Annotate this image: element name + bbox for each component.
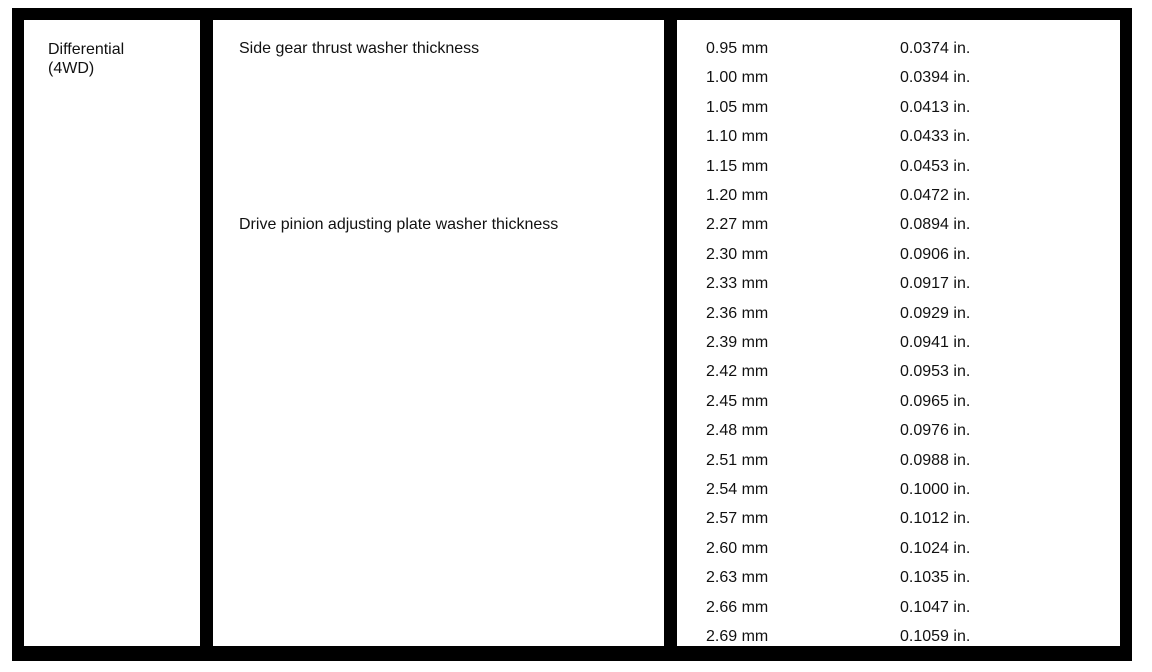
value-row xyxy=(677,504,1120,533)
item-label: Drive pinion adjusting plate washer thickness xyxy=(239,216,559,234)
value-inch: 0.0453 in. xyxy=(900,157,971,175)
value-mm: 2.45 mm xyxy=(706,392,769,410)
value-mm: 1.00 mm xyxy=(706,69,769,87)
value-inch: 0.1024 in. xyxy=(900,539,971,557)
value-inch: 0.0941 in. xyxy=(900,334,971,351)
value-inch: 0.0894 in. xyxy=(900,216,971,234)
value-mm: 0.95 mm xyxy=(706,40,769,57)
component-variant: (4WD) xyxy=(48,60,95,77)
value-inch: 0.1047 in. xyxy=(900,598,971,616)
value-row xyxy=(677,299,1120,328)
component-column xyxy=(24,20,200,646)
value-inch: 0.1059 in. xyxy=(900,628,971,645)
item-column xyxy=(213,20,664,646)
value-mm: 1.05 mm xyxy=(706,98,769,116)
value-row xyxy=(677,269,1120,298)
value-row xyxy=(677,534,1120,563)
value-inch: 0.0472 in. xyxy=(900,187,971,204)
value-row xyxy=(677,357,1120,386)
value-mm: 2.60 mm xyxy=(706,539,769,557)
value-inch: 0.0965 in. xyxy=(900,392,971,410)
value-inch: 0.0374 in. xyxy=(900,40,971,57)
value-row xyxy=(677,622,1120,651)
value-inch: 0.1000 in. xyxy=(900,481,971,498)
component-label xyxy=(48,40,124,78)
value-mm: 2.30 mm xyxy=(706,245,769,263)
value-row xyxy=(677,181,1120,210)
value-mm: 2.54 mm xyxy=(706,481,769,498)
value-mm: 1.15 mm xyxy=(706,157,769,175)
value-row xyxy=(677,93,1120,122)
value-row xyxy=(677,387,1120,416)
value-mm: 2.66 mm xyxy=(706,598,769,616)
value-row xyxy=(677,475,1120,504)
value-row xyxy=(677,446,1120,475)
value-mm: 2.36 mm xyxy=(706,304,769,322)
value-row xyxy=(677,63,1120,92)
spec-table xyxy=(12,8,1132,661)
value-inch: 0.0976 in. xyxy=(900,422,971,440)
value-mm: 1.10 mm xyxy=(706,128,769,146)
value-inch: 0.1012 in. xyxy=(900,510,971,528)
values-column xyxy=(677,20,1120,646)
component-name: Differential xyxy=(48,41,125,58)
value-row xyxy=(677,240,1120,269)
value-inch: 0.0988 in. xyxy=(900,451,971,469)
value-inch: 0.0917 in. xyxy=(900,275,971,293)
value-mm: 1.20 mm xyxy=(706,187,769,204)
value-mm: 2.33 mm xyxy=(706,275,769,293)
value-row xyxy=(677,210,1120,239)
value-row xyxy=(677,34,1120,63)
value-mm: 2.39 mm xyxy=(706,334,769,351)
value-inch: 0.0413 in. xyxy=(900,98,971,116)
value-mm: 2.51 mm xyxy=(706,451,769,469)
value-inch: 0.1035 in. xyxy=(900,569,971,587)
value-mm: 2.69 mm xyxy=(706,628,769,645)
value-mm: 2.63 mm xyxy=(706,569,769,587)
value-mm: 2.27 mm xyxy=(706,216,769,234)
value-inch: 0.0433 in. xyxy=(900,128,971,146)
value-row xyxy=(677,593,1120,622)
value-inch: 0.0906 in. xyxy=(900,245,971,263)
value-inch: 0.0394 in. xyxy=(900,69,971,87)
value-row xyxy=(677,563,1120,592)
item-label: Side gear thrust washer thickness xyxy=(239,40,480,57)
value-row xyxy=(677,122,1120,151)
value-row xyxy=(677,328,1120,357)
value-mm: 2.42 mm xyxy=(706,363,769,381)
value-inch: 0.0953 in. xyxy=(900,363,971,381)
value-inch: 0.0929 in. xyxy=(900,304,971,322)
value-mm: 2.57 mm xyxy=(706,510,769,528)
value-row xyxy=(677,152,1120,181)
value-mm: 2.48 mm xyxy=(706,422,769,440)
value-row xyxy=(677,416,1120,445)
